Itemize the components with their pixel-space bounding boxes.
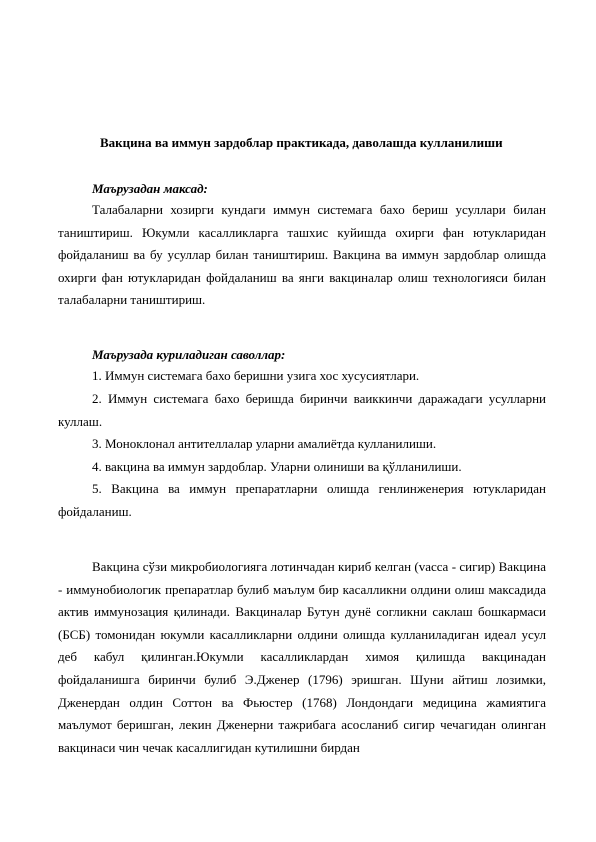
question-item-1: 1. Иммун системага бахо беришни узига хос хусусиятлари. (92, 368, 420, 383)
question-item-5: 5. Вакцина ва иммун препаратларни олишда генлинженерия ютукларидан фойдаланиш. (58, 481, 546, 519)
question-item-4: 4. вакцина ва иммун зардоблар. Уларни олиниши ва қўлланилиши. (92, 459, 462, 474)
questions-heading: Маърузада куриладиган саволлар: (92, 347, 286, 362)
body-text: Вакцина сўзи микробиологияга лотинчадан кириб келган (vacca - сигир) Вакцина - иммунобиологик препаратлар булиб маълум бир касалликни олдини олиш максадида актив иммунозация қилинади. Вакциналар Бутун дунё согликни саклаш бошкармаси (БСБ) томонидан юкумли касалликларни олдини олишда кулланиладиган идеал усул деб кабул қилинган.Юкумли касалликлардан химоя қилишда вакцинадан фойдаланишга биринчи булиб Э.Дженер (1796) эришган. Шуни айтиш лозимки, Дженердан олдин Соттон ва Фьюстер (1768) Лондондаги медицина жамиятига маълумот беришган, лекин Дженерни тажрибага асосланиб сигир чечагидан олинган вакцинаси чин чечак касаллигидан кутилишни бирдан (58, 559, 546, 755)
document-title: Вакцина ва иммун зардоблар практикада, даволашда кулланилиши (100, 135, 503, 150)
body-paragraph (58, 556, 546, 759)
goal-text: Талабаларни хозирги кундаги иммун системага бахо бериш усуллари билан таништириш. Юкумли касалликларга ташхис куйишда охирги фан ютукларидан фойдаланиш ва бу усуллар билан таништириш. Вакцина ва иммун зардоблар олишда охирги фан ютукларидан фойдаланиш ва янги вакциналар олиш технологияси билан талабаларни таништириш. (58, 202, 546, 308)
goal-paragraph (58, 199, 546, 312)
question-item-3: 3. Моноклонал антителлалар уларни амалиётда кулланилиши. (92, 436, 437, 451)
question-item-2: 2. Иммун системага бахо беришда биринчи ваиккинчи даражадаги усулларни куллаш. (58, 391, 546, 429)
goal-heading: Маърузадан максад: (92, 181, 208, 196)
